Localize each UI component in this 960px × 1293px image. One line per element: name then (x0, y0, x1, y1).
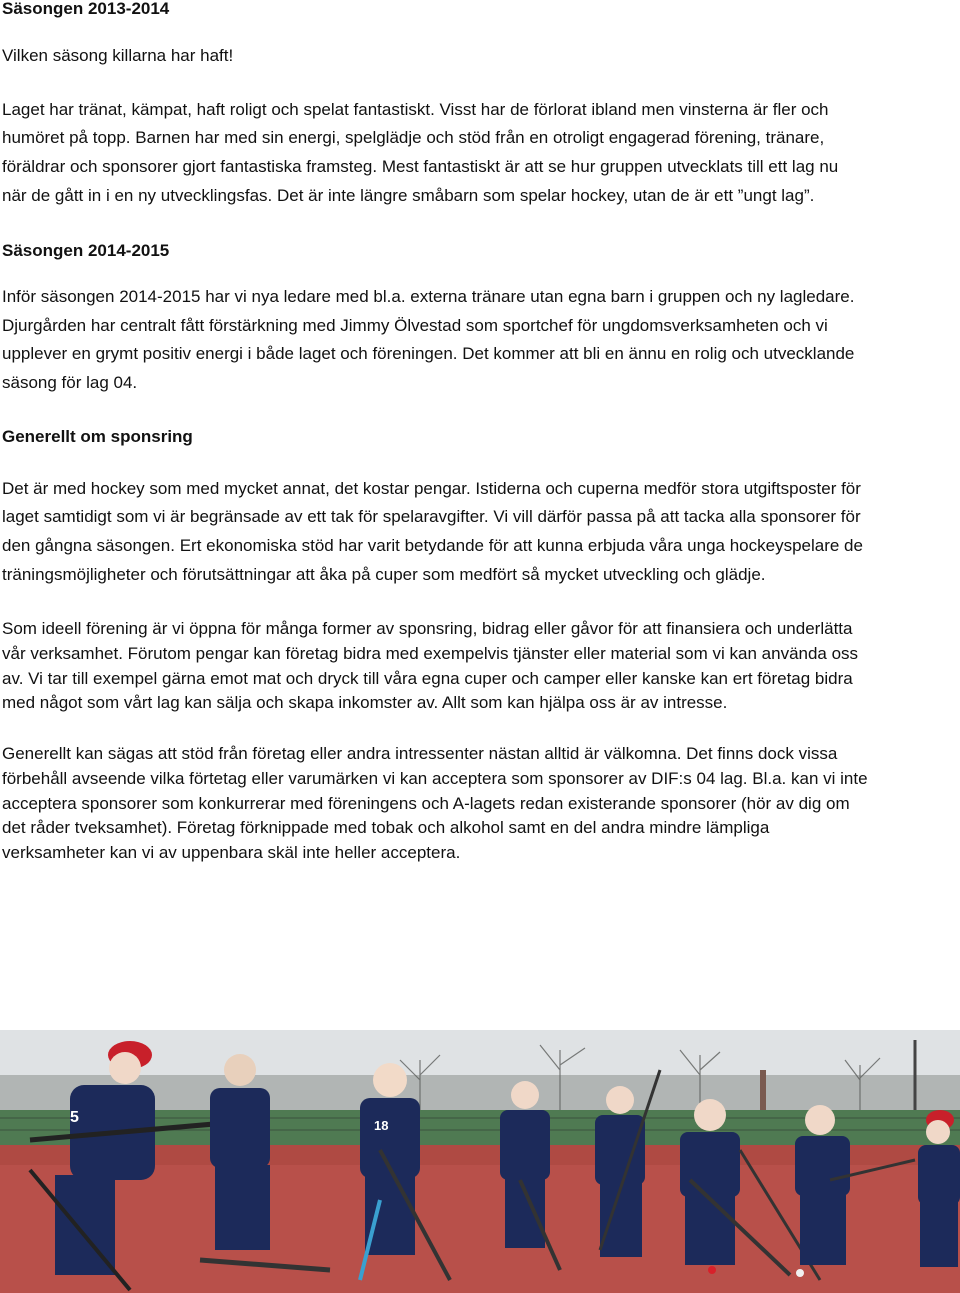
paragraph-line: vår verksamhet. Förutom pengar kan företag bidra med exempelvis tjänster eller material som vi kan använda oss (2, 644, 859, 663)
paragraph-line: säsong för lag 04. (2, 373, 138, 392)
paragraph-line: laget samtidigt som vi är begränsade av ett tak för spelaravgifter. Vi vill därför passa på att tacka alla sponsorer för (2, 507, 861, 526)
paragraph-line: den gångna säsongen. Ert ekonomiska stöd har varit betydande för att kunna erbjuda våra unga hockeyspelare de (2, 536, 863, 555)
paragraph-line: det råder tveksamhet). Företag förknippade med tobak och alkohol samt en del andra mindre lämpliga (2, 818, 770, 837)
team-photo (0, 1030, 960, 1293)
paragraph-line: föräldrar och sponsorer gjort fantastiska framsteg. Mest fantastiskt är att se hur gruppen utvecklats till ett lag nu (2, 157, 839, 176)
paragraph-line: Som ideell förening är vi öppna för många former av sponsring, bidrag eller gåvor för att finansiera och underlätta (2, 619, 853, 638)
paragraph-line: Djurgården har centralt fått förstärkning med Jimmy Ölvestad som sportchef för ungdomsverksamheten och vi (2, 316, 828, 335)
paragraph-line: av. Vi tar till exempel gärna emot mat och dryck till våra egna cuper och camper eller kanske kan ert företag bidra (2, 669, 853, 688)
intro-2013: Vilken säsong killarna har haft! (2, 46, 234, 65)
jersey-number: 5 (70, 1109, 79, 1126)
paragraph-line: träningsmöjligheter och förutsättningar att åka på cuper som medfört så mycket utveckling och glädje. (2, 565, 766, 584)
paragraph-line: Generellt kan sägas att stöd från företag eller andra intressenter nästan alltid är välkomna. Det finns dock vissa (2, 744, 838, 763)
paragraph-line: acceptera sponsorer som konkurrerar med föreningens och A-lagets redan existerande sponsorer (hör av dig om (2, 794, 850, 813)
jersey-number: 18 (374, 1118, 389, 1133)
heading-season-2014: Säsongen 2014-2015 (2, 241, 170, 260)
paragraph-line: Laget har tränat, kämpat, haft roligt och spelat fantastiskt. Visst har de förlorat ibland men vinsterna är fler och (2, 100, 829, 119)
paragraph-line: Inför säsongen 2014-2015 har vi nya ledare med bl.a. externa tränare utan egna barn i gruppen och ny lagledare. (2, 287, 855, 306)
paragraph-line: med något som vårt lag kan sälja och skapa inkomster av. Allt som kan hjälpa oss är av intresse. (2, 693, 728, 712)
team-photo-illustration (0, 1030, 960, 1293)
paragraph-line: förbehåll avseende vilka förtetag eller varumärken vi kan acceptera som sponsorer av DIF:s 04 lag. Bl.a. kan vi inte (2, 769, 868, 788)
paragraph-line: verksamheter kan vi av uppenbara skäl inte heller acceptera. (2, 843, 461, 862)
paragraph-line: humöret på topp. Barnen har med sin energi, spelglädje och stöd från en otroligt engagerad förening, tränare, (2, 128, 825, 147)
paragraph-line: när de gått in i en ny utvecklingsfas. Det är inte längre småbarn som spelar hockey, utan de är ett ”ungt lag”. (2, 186, 815, 205)
heading-season-2013: Säsongen 2013-2014 (2, 0, 170, 18)
paragraph-line: upplever en grymt positiv energi i både laget och föreningen. Det kommer att bli en ännu en rolig och utvecklande (2, 344, 855, 363)
heading-sponsorship: Generellt om sponsring (2, 427, 193, 446)
paragraph-line: Det är med hockey som med mycket annat, det kostar pengar. Istiderna och cuperna medför stora utgiftsposter för (2, 479, 861, 498)
